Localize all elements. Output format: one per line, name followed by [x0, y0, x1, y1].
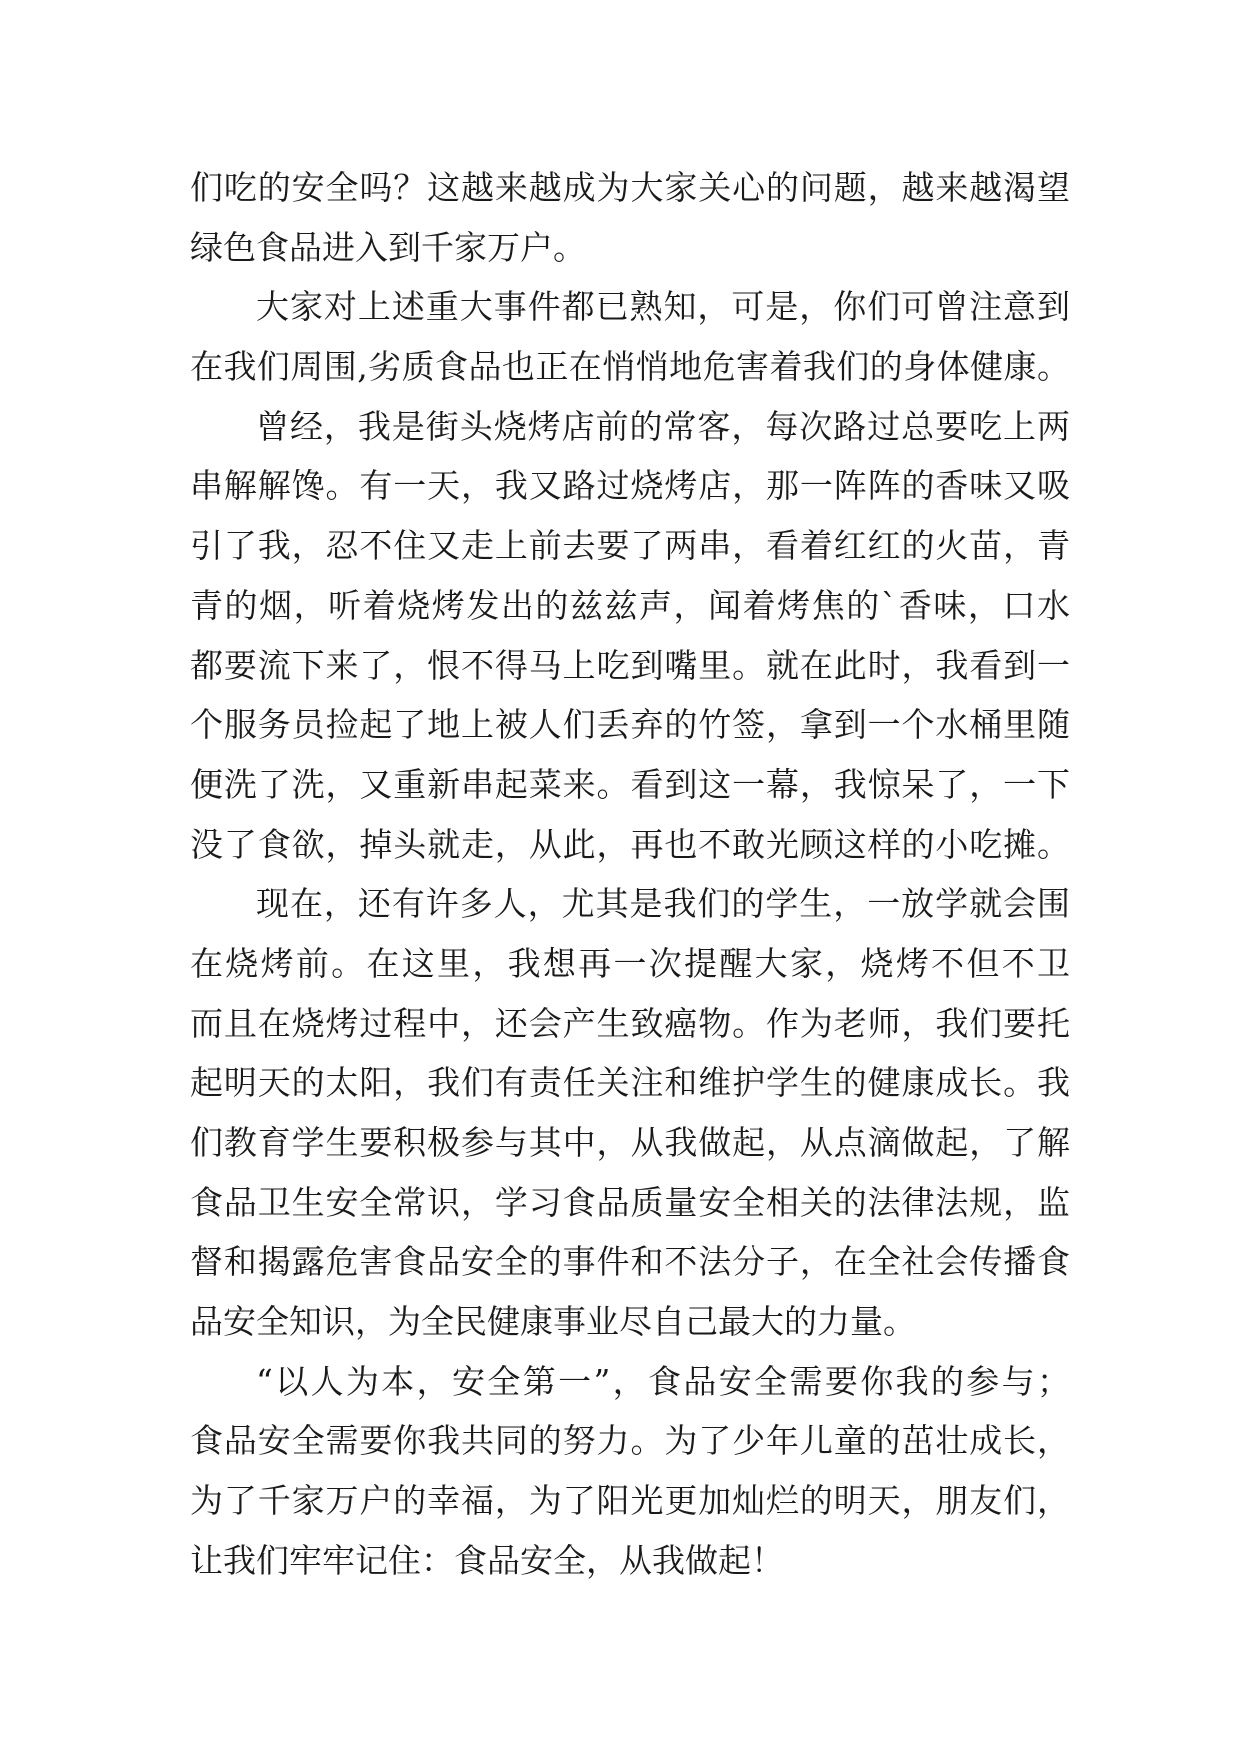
text-line: 在烧烤前。在这里，我想再一次提醒大家，烧烤不但不卫: [190, 943, 1070, 983]
text-line: 品安全知识，为全民健康事业尽自己最大的力量。: [190, 1302, 916, 1342]
text-line: 们吃的安全吗？这越来越成为大家关心的问题，越来越渴望: [190, 168, 1070, 207]
text-line: 没了食欲，掉头就走，从此，再也不敢光顾这样的小吃摊。: [190, 824, 1070, 864]
text-line: 食品卫生安全常识，学习食品质量安全相关的法律法规，监: [190, 1182, 1070, 1222]
text-line: 而且在烧烤过程中，还会产生致癌物。作为老师，我们要托: [190, 1003, 1070, 1043]
text-line: 绿色食品进入到千家万户。: [190, 227, 586, 267]
text-line: 串解解馋。有一天，我又路过烧烤店，那一阵阵的香味又吸: [190, 466, 1070, 506]
text-line: 让我们牢牢记住：食品安全，从我做起！: [190, 1540, 784, 1580]
paragraph-first-line: 曾经，我是街头烧烤店前的常客，每次路过总要吃上两: [256, 406, 1070, 446]
text-line: 都要流下来了，恨不得马上吃到嘴里。就在此时，我看到一: [190, 645, 1070, 685]
text-line: 食品安全需要你我共同的努力。为了少年儿童的茁壮成长，: [190, 1421, 1070, 1461]
text-line: 督和揭露危害食品安全的事件和不法分子，在全社会传播食: [190, 1242, 1070, 1282]
paragraph-first-line: 大家对上述重大事件都已熟知，可是，你们可曾注意到: [256, 287, 1070, 327]
paragraph-first-line: “以人为本，安全第一”，食品安全需要你我的参与；: [256, 1361, 1070, 1401]
text-line: 起明天的太阳，我们有责任关注和维护学生的健康成长。我: [190, 1063, 1070, 1103]
document-body: [190, 158, 1070, 1591]
text-line: 为了千家万户的幸福，为了阳光更加灿烂的明天，朋友们，: [190, 1481, 1070, 1521]
text-line: 便洗了洗，又重新串起菜来。看到这一幕，我惊呆了，一下: [190, 764, 1070, 804]
text-line: 个服务员捡起了地上被人们丢弃的竹签，拿到一个水桶里随: [190, 705, 1070, 745]
text-line: 引了我，忍不住又走上前去要了两串，看着红红的火苗，青: [190, 526, 1070, 566]
text-line: 在我们周围,劣质食品也正在悄悄地危害着我们的身体健康。: [190, 347, 1070, 387]
text-line: 青的烟，听着烧烤发出的兹兹声，闻着烤焦的`香味，口水: [190, 585, 1070, 625]
text-line: 们教育学生要积极参与其中，从我做起，从点滴做起，了解: [190, 1123, 1070, 1162]
paragraph-first-line: 现在，还有许多人，尤其是我们的学生，一放学就会围: [256, 884, 1070, 924]
